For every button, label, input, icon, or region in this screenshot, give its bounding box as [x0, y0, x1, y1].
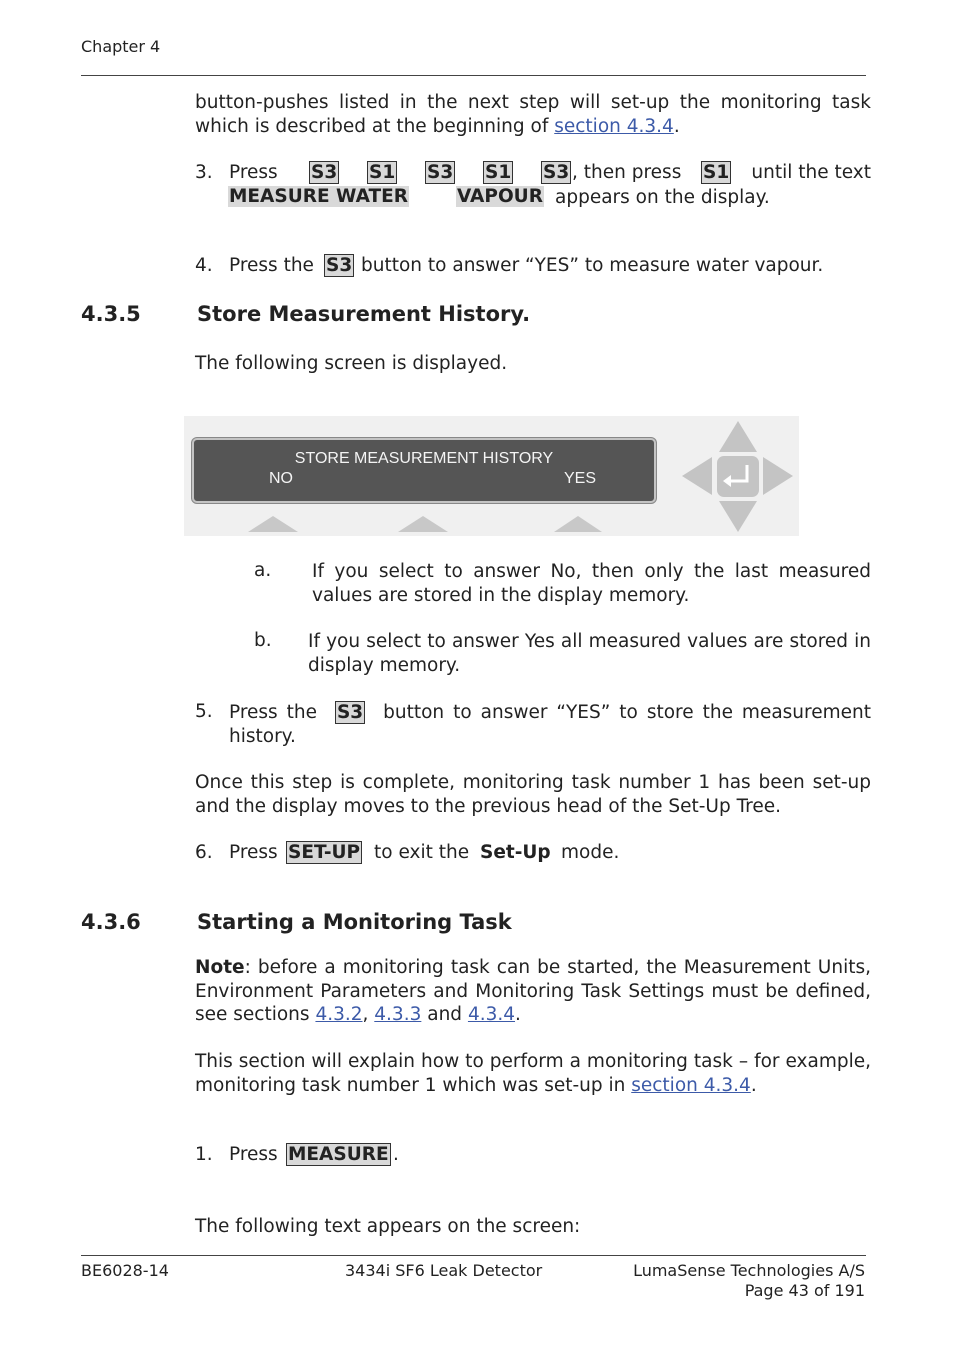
- section-heading-4-3-6: [81, 910, 512, 934]
- key-measure: MEASURE: [288, 1144, 389, 1165]
- key-s1: S1: [369, 162, 396, 183]
- intro-text: button-pushes listed in the next step will set-up the monitoring task which is described at the beginning of: [195, 92, 871, 137]
- screen-intro: The following screen is displayed.: [195, 353, 508, 374]
- note-end: .: [515, 1004, 521, 1025]
- step-6-number: 6.: [195, 842, 213, 863]
- step-1-after: .: [393, 1144, 399, 1165]
- measure-water-text: MEASURE WATER: [229, 186, 408, 207]
- step-6-before: Press: [229, 842, 278, 863]
- step-3-number: 3.: [195, 162, 213, 183]
- chapter-header: Chapter 4: [81, 37, 161, 56]
- section-title: Starting a Monitoring Task: [197, 910, 512, 934]
- key-s3: S3: [543, 162, 570, 183]
- section-4-3-2-link[interactable]: 4.3.2: [315, 1004, 363, 1025]
- step-5-text: [229, 701, 871, 748]
- step-6-bold: Set-Up: [480, 842, 551, 863]
- display-line-1: STORE MEASUREMENT HISTORY: [294, 450, 554, 467]
- intro-paragraph: [195, 91, 871, 138]
- display-yes: YES: [564, 470, 597, 487]
- key-s3: S3: [336, 702, 364, 723]
- up-arrow-icon: [719, 421, 757, 452]
- final-paragraph: The following text appears on the screen:: [195, 1216, 581, 1237]
- intro-end: .: [673, 115, 680, 137]
- step-6-after: mode.: [561, 842, 620, 863]
- footer-product: 3434i SF6 Leak Detector: [345, 1261, 543, 1280]
- option-b-label: b.: [254, 630, 272, 651]
- section-number: 4.3.5: [81, 302, 141, 326]
- step-3-until: until the text: [751, 162, 871, 183]
- softkey-s2-arrow-icon: [398, 516, 448, 532]
- down-arrow-icon: [719, 501, 757, 532]
- section-4-3-4-link[interactable]: section 4.3.4: [554, 115, 674, 137]
- step-1-before: Press: [229, 1144, 278, 1165]
- enter-button-icon: [717, 456, 759, 497]
- section-title: Store Measurement History.: [197, 302, 531, 326]
- note-paragraph: [195, 956, 871, 1027]
- explain-end: .: [750, 1074, 757, 1096]
- step-3-tail: appears on the display.: [555, 187, 770, 208]
- header-rule: [81, 75, 866, 76]
- step-6-mid: to exit the: [374, 842, 470, 863]
- explain-paragraph: [195, 1050, 871, 1097]
- step-4-before: Press the: [229, 255, 314, 276]
- footer-rule: [81, 1255, 866, 1256]
- section-4-3-4-link[interactable]: 4.3.4: [467, 1004, 516, 1025]
- display-no: NO: [269, 470, 293, 487]
- key-s1: S1: [485, 162, 512, 183]
- note-label: Note: [195, 957, 245, 978]
- note-text: : before a monitoring task can be started, the Measurement Units, Environment Parameters and Monitoring Task Settings must be defined, see sections: [195, 957, 871, 1025]
- completion-paragraph: Once this step is complete, monitoring task number 1 has been set-up and the display moves to the previous head of the Set-Up Tree.: [195, 772, 871, 817]
- footer-page-number: Page 43 of 191: [744, 1281, 865, 1300]
- softkey-s3-arrow-icon: [554, 516, 602, 532]
- step-4-after: button to answer “YES” to measure water vapour.: [361, 255, 824, 276]
- section-number: 4.3.6: [81, 910, 141, 934]
- step-3-then: , then press: [572, 162, 682, 183]
- right-arrow-icon: [763, 457, 793, 495]
- navigation-pad: [679, 419, 794, 534]
- section-4-3-4-link[interactable]: section 4.3.4: [631, 1074, 751, 1096]
- key-s3: S3: [326, 255, 353, 276]
- step-5-before: Press the: [229, 702, 318, 723]
- step-5-number: 5.: [195, 701, 213, 722]
- step-1-number: 1.: [195, 1144, 213, 1165]
- step-3-press: Press: [229, 162, 278, 183]
- note-separator: and: [421, 1004, 468, 1025]
- explain-text: This section will explain how to perform a monitoring task – for example, monitoring task number 1 which was set-up in: [195, 1051, 871, 1096]
- footer-doc-id: BE6028-14: [81, 1261, 169, 1280]
- key-s3: S3: [311, 162, 338, 183]
- option-a-text: If you select to answer No, then only the last measured values are stored in the display memory.: [312, 561, 871, 606]
- left-arrow-icon: [682, 457, 712, 495]
- step-4-number: 4.: [195, 255, 213, 276]
- key-set-up: SET-UP: [288, 842, 361, 863]
- lcd-display: [192, 438, 656, 503]
- softkey-arrows: [184, 512, 604, 536]
- section-heading-4-3-5: [81, 302, 531, 326]
- device-panel: [184, 416, 799, 536]
- section-4-3-3-link[interactable]: 4.3.3: [374, 1004, 422, 1025]
- softkey-s1-arrow-icon: [248, 516, 298, 532]
- footer-company: LumaSense Technologies A/S: [633, 1261, 865, 1280]
- key-s3: S3: [427, 162, 454, 183]
- vapour-text: VAPOUR: [457, 186, 543, 207]
- key-s1-final: S1: [703, 162, 730, 183]
- step-5-after: button to answer “YES” to store the measurement history.: [229, 702, 871, 747]
- option-b-text: If you select to answer Yes all measured values are stored in display memory.: [308, 631, 871, 676]
- note-separator: ,: [362, 1004, 375, 1025]
- option-a-label: a.: [254, 560, 272, 581]
